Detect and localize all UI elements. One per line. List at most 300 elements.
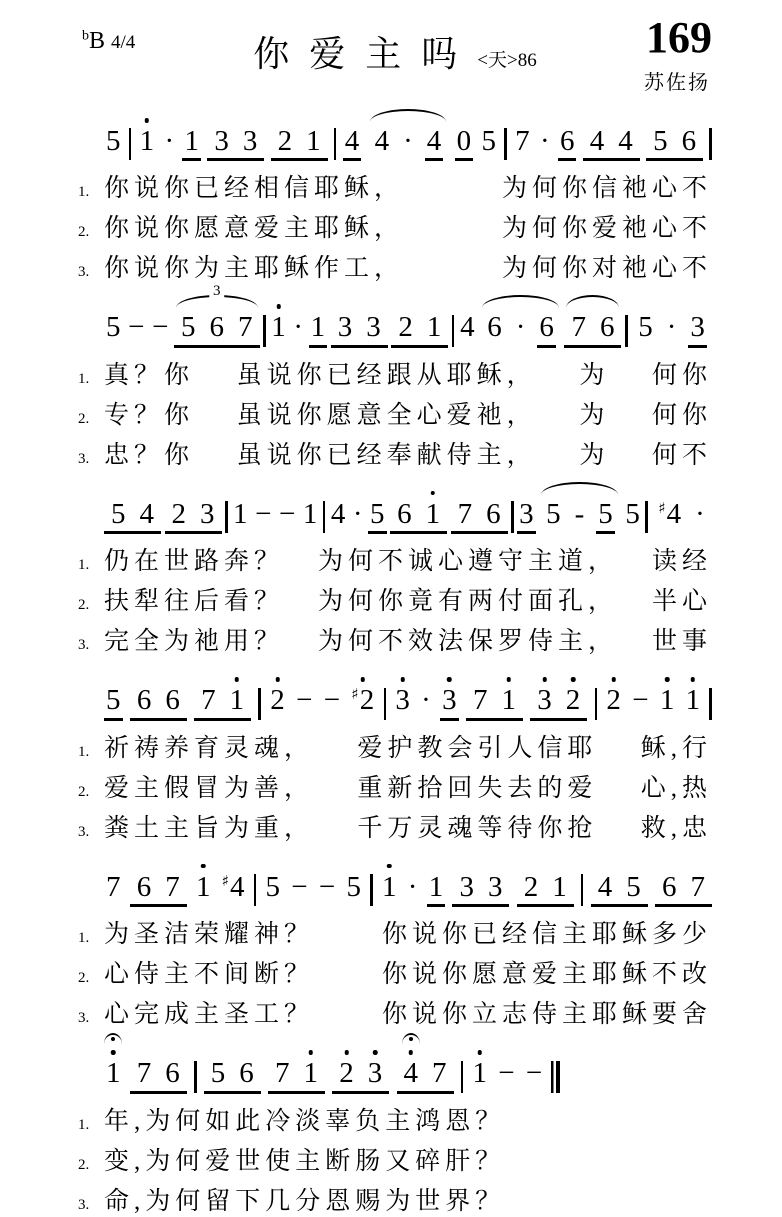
note-group: [651, 499, 711, 529]
note-group: [174, 283, 260, 347]
lyric-segments: [104, 914, 712, 950]
verse-number: 3.: [78, 637, 90, 654]
verse-number: 3.: [78, 1010, 90, 1027]
note-value: 1: [425, 497, 441, 530]
note-group: [397, 1058, 454, 1093]
note-value: 1: [426, 311, 442, 344]
note: [517, 499, 536, 534]
note: [329, 499, 348, 529]
octave-dot: [344, 1050, 349, 1055]
note: [471, 685, 490, 715]
note: [135, 1058, 154, 1088]
lyric-line: [78, 808, 712, 844]
note-value: −: [318, 870, 336, 903]
note: [304, 126, 323, 156]
barline: [194, 1061, 197, 1093]
slur-arc: [482, 295, 559, 308]
note-value: 2: [277, 125, 293, 157]
score-body: [78, 102, 712, 1217]
fermata-icon: [104, 1033, 122, 1044]
note-value: ·: [403, 125, 413, 157]
note-value: ·: [695, 497, 705, 530]
note-group: [130, 872, 187, 907]
note-value: 2: [606, 684, 621, 717]
verse-number: 1.: [78, 1116, 90, 1133]
note-value: 5: [625, 497, 640, 530]
octave-dot: [542, 677, 547, 682]
note-value: ·: [352, 497, 363, 530]
note-value: 7: [106, 870, 121, 903]
note-value: 3: [487, 870, 503, 903]
lyric-line: [78, 248, 712, 284]
lyric-segments: [104, 208, 712, 244]
note: [623, 499, 642, 529]
note-value: 6: [136, 870, 152, 903]
note: [401, 126, 415, 156]
lyric-segment: 稣,行: [640, 734, 712, 762]
note-value: 1: [139, 125, 155, 157]
note-group: [517, 872, 574, 907]
note: [104, 872, 123, 902]
note: [658, 685, 677, 715]
barline: [370, 874, 373, 906]
note-value: 4: [330, 497, 346, 530]
note-value: −: [255, 497, 272, 530]
note-value: −: [128, 311, 145, 344]
note-value: ·: [539, 125, 550, 157]
verse-number: 1.: [78, 557, 90, 574]
lyric-block-6: [78, 1101, 712, 1217]
lyric-line: [78, 581, 712, 617]
note-value: 5: [181, 311, 196, 344]
lyric-segments: [104, 768, 712, 804]
note-group: [368, 126, 449, 161]
note-value: 4: [618, 125, 633, 157]
note-group: [451, 499, 508, 534]
lyric-segment: 何你: [651, 401, 712, 429]
key-letter: B: [89, 28, 106, 54]
note: [302, 1058, 321, 1088]
octave-dot: [611, 677, 616, 682]
note: [427, 872, 446, 907]
note-value: 1: [302, 497, 318, 530]
note: [598, 312, 617, 342]
barline: [263, 315, 266, 347]
verse-number: 2.: [78, 783, 90, 800]
note: [349, 685, 376, 715]
note-group: [466, 685, 523, 720]
lyric-block-2: [78, 355, 712, 471]
note-value: −: [152, 311, 169, 344]
octave-dot: [478, 1050, 483, 1055]
lyric-line: [78, 1141, 712, 1177]
note: [636, 312, 655, 342]
lyric-line: [78, 395, 712, 431]
lyric-segment: 你说你立志侍主耶稣要舍: [381, 1001, 712, 1029]
note-value: 1: [106, 1057, 121, 1090]
note: [524, 1058, 544, 1088]
note-value: 1: [472, 1057, 487, 1090]
note-value: 2: [523, 870, 539, 903]
note: [199, 685, 218, 715]
lyric-segment: 仍在世路奔？: [104, 548, 285, 576]
octave-dot: [400, 677, 405, 682]
verse-number: 2.: [78, 224, 90, 241]
lyric-segment: 为何你竟有两付面孔，: [317, 588, 618, 616]
note-group: [564, 312, 621, 347]
note: [456, 499, 475, 529]
note: [277, 499, 297, 529]
note-value: 3: [367, 1057, 383, 1090]
lyric-segments: [104, 355, 712, 391]
note: [273, 1058, 292, 1088]
lyric-block-5: [78, 914, 712, 1030]
sharp-accidental: ♯: [221, 871, 230, 890]
note-value: 1: [310, 311, 326, 344]
octave-dot: [235, 677, 240, 682]
lyric-segment: 你说你为主耶稣作工，: [104, 255, 405, 283]
lyric-segment: 你说你已经相信耶稣，: [104, 175, 405, 203]
note-value: 5: [106, 311, 121, 344]
octave-dot: [276, 304, 281, 309]
note-value: 1: [196, 870, 211, 903]
note: [208, 312, 227, 342]
note-value: 6: [165, 1057, 180, 1090]
lyric-segment: 变,为何爱世使主断肠又碎肝？: [104, 1147, 506, 1175]
music-line-4: [104, 661, 712, 723]
lyric-segments: [104, 248, 712, 284]
note-value: 6: [539, 311, 554, 344]
note-value: −: [278, 497, 296, 530]
note: [220, 872, 247, 902]
lyric-segment: 为圣洁荣耀神？: [104, 921, 315, 949]
octave-dot: [387, 864, 392, 869]
lyric-segment: 何不: [651, 441, 712, 469]
note-value: −: [323, 684, 341, 717]
lyric-segments: [104, 994, 712, 1030]
note-value: −: [296, 684, 313, 717]
lyric-segment: 真？你: [104, 361, 195, 389]
fermata-icon: [402, 1033, 420, 1044]
note: [182, 126, 201, 161]
note: [486, 872, 505, 902]
note: [514, 312, 528, 342]
note-value: ·: [666, 311, 677, 344]
sharp-accidental: ♯: [351, 685, 359, 704]
note-value: 6: [239, 1057, 254, 1090]
note-value: 7: [432, 1057, 447, 1090]
lyric-segment: 你说你愿意爱主耶稣，: [104, 215, 405, 243]
note: [253, 499, 273, 529]
sharp-accidental: ♯: [658, 498, 666, 517]
octave-dot: [409, 1050, 414, 1055]
octave-dot: [447, 677, 452, 682]
note-value: 4: [597, 870, 613, 903]
slur-arc: [566, 295, 619, 308]
slur-arc: [541, 482, 618, 495]
lyric-segment: 你说你愿意爱主耶稣不改: [381, 961, 712, 989]
note: [135, 685, 154, 715]
note-value: 1: [233, 497, 248, 530]
music-line-2: [104, 283, 712, 350]
note-value: 5: [481, 125, 496, 157]
lyric-segment: 虽说你已经跟从耶稣，: [236, 361, 537, 389]
note: [660, 872, 679, 902]
barline: [709, 688, 712, 720]
note: [289, 872, 309, 902]
note: [231, 499, 250, 529]
note: [294, 685, 314, 715]
lyric-segment: 年,为何如此冷淡辜负主鸿恩？: [104, 1107, 506, 1135]
lyric-segment: 心,热: [640, 774, 712, 802]
barline: [595, 688, 598, 720]
note-group: [130, 685, 187, 720]
lyric-segment: 为何你信祂心不: [501, 175, 712, 203]
note: [544, 499, 563, 529]
note-value: 4: [426, 125, 442, 157]
verse-number: 3.: [78, 823, 90, 840]
note-value: 3: [200, 497, 215, 530]
octave-dot: [665, 677, 670, 682]
note: [236, 312, 255, 342]
lyric-segment: 爱护教会引人信耶: [357, 734, 598, 762]
note-value: 2: [398, 311, 413, 344]
lyric-segment: 扶犁往后看？: [104, 588, 285, 616]
note: [276, 126, 295, 156]
note-value: 5: [370, 497, 385, 530]
verse-number: 2.: [78, 1156, 90, 1173]
note: [656, 499, 683, 529]
title-row: [78, 13, 712, 77]
lyric-line: [78, 168, 712, 204]
note-value: 5: [265, 870, 281, 903]
note: [301, 499, 320, 529]
note-value: 7: [571, 311, 586, 344]
note: [104, 685, 123, 720]
note-value: 5: [106, 125, 121, 157]
lyric-line: [78, 768, 712, 804]
note-group: [271, 126, 328, 161]
note: [688, 312, 707, 347]
lyric-segment: 为: [579, 441, 610, 469]
note-group: [391, 312, 448, 347]
lyric-line: [78, 208, 712, 244]
note: [138, 126, 157, 156]
lyric-block-1: [78, 168, 712, 284]
note-value: ·: [407, 870, 418, 903]
note-group: [480, 312, 561, 347]
note-value: 3: [537, 684, 552, 717]
note-group: [530, 685, 587, 720]
note-value: 4: [666, 497, 682, 530]
note-value: -: [574, 497, 585, 530]
lyric-segments: [104, 395, 712, 431]
header: [78, 13, 712, 102]
note-value: 3: [690, 311, 705, 344]
note: [269, 312, 288, 342]
lyric-segment: 祈祷养育灵魂，: [104, 734, 315, 762]
note: [162, 126, 176, 156]
note: [573, 499, 587, 529]
note: [317, 872, 337, 902]
note-group: [268, 1058, 325, 1093]
note: [513, 126, 532, 156]
note: [522, 872, 541, 902]
lyric-segment: 命,为何留下几分恩赐为世界？: [104, 1187, 506, 1215]
lyric-line: [78, 435, 712, 471]
lyric-segment: 为何你爱祂心不: [501, 215, 712, 243]
note-value: 1: [271, 311, 286, 344]
note: [484, 499, 503, 529]
note-group: [332, 1058, 389, 1093]
note-value: 7: [275, 1057, 290, 1090]
note: [163, 1058, 182, 1088]
note-value: 3: [214, 125, 229, 157]
note: [380, 872, 399, 902]
note-group: [631, 312, 712, 347]
note: [665, 312, 679, 342]
note: [419, 685, 433, 715]
note: [455, 126, 474, 161]
note: [345, 872, 364, 902]
octave-dot: [373, 1050, 378, 1055]
lyric-segments: [104, 954, 712, 990]
note-value: 5: [638, 311, 653, 344]
note: [109, 499, 128, 529]
note-value: 7: [165, 870, 180, 903]
note: [684, 685, 703, 715]
music-line-3: [104, 475, 712, 537]
note: [228, 685, 247, 715]
key-signature: [82, 28, 135, 55]
note-value: 6: [165, 684, 180, 717]
note-value: 4: [589, 125, 605, 157]
note: [558, 126, 577, 161]
note: [351, 499, 365, 529]
lyric-segment: 何你: [651, 361, 712, 389]
octave-dot: [275, 677, 280, 682]
note: [680, 126, 699, 156]
note: [163, 872, 182, 902]
time-signature: 4/4: [111, 32, 136, 53]
note: [104, 312, 123, 342]
note-value: 0: [456, 125, 472, 157]
note-value: 5: [106, 684, 121, 717]
note-value: 6: [599, 311, 615, 344]
note-value: 7: [472, 684, 488, 717]
barline: [625, 315, 628, 347]
barline: [461, 1061, 464, 1093]
octave-dot: [431, 491, 436, 496]
lyric-segment: 虽说你已经奉献侍主，: [236, 441, 537, 469]
barline: [334, 128, 337, 160]
note-value: 6: [136, 684, 152, 717]
lyric-segment: 千万灵魂等待你抢: [357, 814, 598, 842]
note: [496, 1058, 516, 1088]
note-group: [646, 126, 703, 161]
note: [291, 312, 305, 342]
note-value: 6: [397, 497, 412, 530]
barline: [504, 128, 507, 160]
note: [604, 685, 623, 715]
note: [596, 872, 615, 902]
note: [104, 1058, 123, 1088]
lyric-line: [78, 728, 712, 764]
note: [209, 1058, 228, 1088]
note: [651, 126, 670, 156]
note: [194, 872, 213, 902]
note: [535, 685, 554, 715]
note-value: 4: [230, 870, 245, 903]
note: [688, 872, 707, 902]
barline: [129, 128, 132, 160]
page-title: 你爱主吗: [253, 34, 478, 74]
lyric-segment: 为何你对祂心不: [501, 255, 712, 283]
note-value: 3: [459, 870, 474, 903]
barline: [581, 874, 584, 906]
music-line-1: [104, 102, 712, 164]
note: [104, 126, 123, 156]
note: [550, 872, 569, 902]
octave-dot: [361, 677, 366, 682]
barline: [254, 874, 257, 906]
note-value: 4: [139, 497, 154, 530]
note-value: 1: [184, 125, 199, 157]
note: [588, 126, 607, 156]
note: [693, 499, 707, 529]
note: [569, 312, 588, 342]
octave-dot: [111, 1050, 116, 1055]
lyric-block-4: [78, 728, 712, 844]
note-value: 2: [359, 684, 375, 717]
lyric-segment: 你说你已经信主耶稣多少: [381, 921, 712, 949]
octave-dot: [571, 677, 576, 682]
final-barline: [551, 1061, 560, 1093]
slur-arc: [370, 109, 447, 122]
lyric-segments: [104, 1181, 712, 1217]
music-line-5: [104, 848, 712, 910]
note-group: [452, 872, 509, 907]
flat-accidental: b: [82, 28, 89, 44]
note-value: 7: [136, 1057, 152, 1090]
note-value: −: [525, 1057, 543, 1090]
lyric-segment: 世事: [651, 628, 712, 656]
note: [479, 126, 498, 156]
lyric-segments: [104, 168, 712, 204]
note-value: 1: [659, 684, 675, 717]
note: [440, 685, 459, 720]
composer-name: 苏佐扬: [644, 72, 710, 94]
note: [402, 1058, 421, 1088]
note-value: 5: [598, 497, 613, 530]
note-value: 5: [210, 1057, 226, 1090]
lyric-segments: [104, 621, 712, 657]
note: [126, 312, 146, 342]
note: [396, 312, 415, 342]
note: [624, 872, 643, 902]
barline: [384, 688, 387, 720]
note-value: 4: [403, 1057, 418, 1090]
verse-number: 2.: [78, 410, 90, 427]
lyric-line: [78, 914, 712, 950]
note: [212, 126, 231, 156]
note: [241, 126, 260, 156]
note: [198, 499, 217, 529]
note: [630, 685, 650, 715]
note-value: 5: [111, 497, 126, 530]
note: [373, 126, 392, 156]
lyric-segments: [104, 581, 712, 617]
